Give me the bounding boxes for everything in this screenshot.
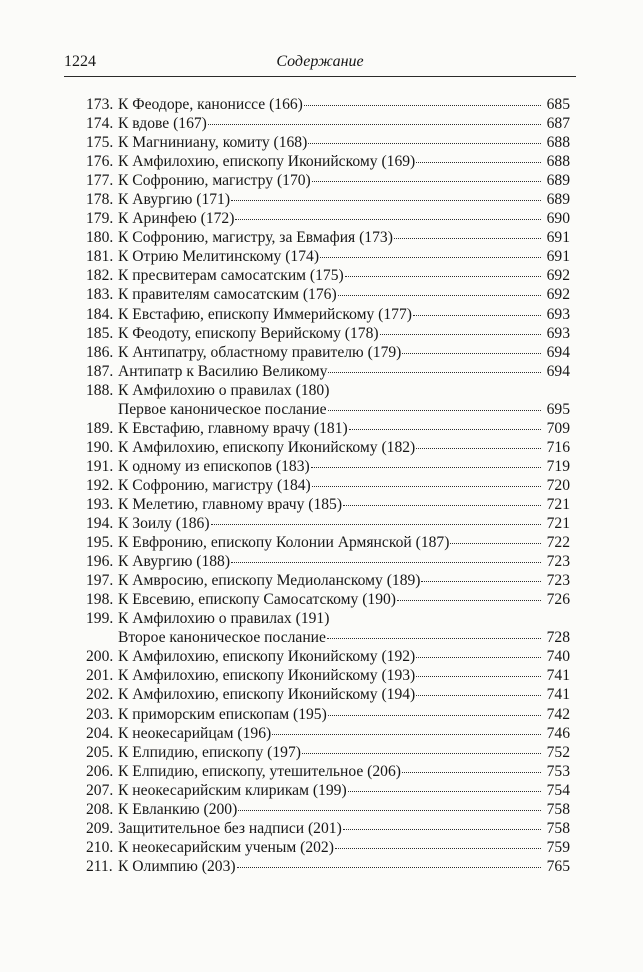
entry-page-number: 754 — [546, 781, 570, 799]
toc-entry — [86, 324, 570, 343]
toc-entry — [86, 95, 570, 114]
entry-title: К пресвитерам самосатским (175) — [118, 267, 344, 285]
entry-title: К одному из епископов (183) — [118, 457, 310, 475]
entry-page-number: 765 — [546, 857, 570, 875]
entry-page-number: 694 — [546, 362, 570, 380]
entry-page-number: 694 — [546, 343, 570, 361]
entry-page-number: 692 — [546, 286, 570, 304]
dot-leader — [308, 143, 541, 144]
dot-leader — [343, 505, 541, 506]
entry-number: 178. — [86, 191, 114, 209]
toc-entry — [86, 152, 570, 171]
toc-entry — [86, 228, 570, 247]
entry-title: К Софронию, магистру, за Евмафия (173) — [118, 229, 393, 247]
entry-title: К правителям самосатским (176) — [118, 286, 337, 304]
entry-number: 201. — [86, 667, 114, 685]
entry-number: 204. — [86, 724, 114, 742]
toc-entry — [86, 609, 570, 628]
toc-entry — [86, 590, 570, 609]
dot-leader — [231, 562, 541, 563]
dot-leader — [304, 105, 541, 106]
toc-entry — [86, 762, 570, 781]
entry-number: 192. — [86, 476, 114, 494]
dot-leader — [380, 334, 541, 335]
entry-number: 176. — [86, 153, 114, 171]
entry-number: 200. — [86, 648, 114, 666]
toc-entry — [86, 171, 570, 190]
entry-title: К Амфилохию, епископу Иконийскому (194) — [118, 686, 416, 704]
entry-page-number: 741 — [546, 686, 570, 704]
dot-leader — [328, 372, 541, 373]
entry-number: 199. — [86, 610, 114, 628]
entry-page-number: 709 — [546, 419, 570, 437]
entry-page-number: 759 — [546, 838, 570, 856]
entry-title: К Амфилохию, епископу Иконийскому (169) — [118, 153, 416, 171]
toc-entry — [86, 285, 570, 304]
dot-leader — [348, 791, 541, 792]
entry-number: 210. — [86, 838, 114, 856]
entry-page-number: 758 — [546, 819, 570, 837]
entry-title: К Елпидию, епископу (197) — [118, 743, 301, 761]
entry-number: 184. — [86, 305, 114, 323]
toc-entry — [86, 838, 570, 857]
table-of-contents — [86, 95, 570, 876]
dot-leader — [343, 829, 541, 830]
toc-entry — [86, 247, 570, 266]
entry-title: К Олимпию (203) — [118, 857, 236, 875]
entry-number: 185. — [86, 324, 114, 342]
entry-page-number: 740 — [546, 648, 570, 666]
toc-entry — [86, 495, 570, 514]
dot-leader — [416, 676, 541, 677]
dot-leader — [312, 181, 541, 182]
entry-title: К Елпидию, епископу, утешительное (206) — [118, 762, 401, 780]
entry-title: К Евстафию, главному врачу (181) — [118, 419, 348, 437]
header-rule — [64, 76, 576, 77]
toc-entry — [86, 781, 570, 800]
entry-page-number: 719 — [546, 457, 570, 475]
entry-page-number: 746 — [546, 724, 570, 742]
entry-title: К Евсевию, епископу Самосатскому (190) — [118, 591, 396, 609]
entry-number: 181. — [86, 248, 114, 266]
entry-number: 175. — [86, 134, 114, 152]
dot-leader — [237, 867, 541, 868]
toc-entry — [86, 743, 570, 762]
toc-entry — [86, 819, 570, 838]
entry-page-number: 690 — [546, 210, 570, 228]
entry-title: К Мелетию, главному врачу (185) — [118, 495, 343, 513]
toc-entry — [86, 705, 570, 724]
entry-number: 177. — [86, 172, 114, 190]
toc-entry — [86, 266, 570, 285]
entry-title: К Евланкию (200) — [118, 800, 238, 818]
entry-page-number: 726 — [546, 591, 570, 609]
entry-title: К Амвросию, епископу Медиоланскому (189) — [118, 572, 421, 590]
dot-leader — [416, 695, 541, 696]
dot-leader — [345, 276, 541, 277]
entry-number: 203. — [86, 705, 114, 723]
entry-page-number: 695 — [546, 400, 570, 418]
entry-number: 195. — [86, 534, 114, 552]
entry-title: К вдове (167) — [118, 115, 207, 133]
entry-number: 189. — [86, 419, 114, 437]
toc-entry-continuation — [86, 628, 570, 647]
entry-number: 194. — [86, 515, 114, 533]
toc-entry — [86, 800, 570, 819]
toc-entry — [86, 362, 570, 381]
entry-page-number: 689 — [546, 191, 570, 209]
entry-page-number: 688 — [546, 153, 570, 171]
page-number: 1224 — [64, 53, 96, 70]
entry-page-number: 689 — [546, 172, 570, 190]
entry-page-number: 687 — [546, 115, 570, 133]
toc-entry-continuation — [86, 400, 570, 419]
dot-leader — [349, 429, 541, 430]
entry-number: 207. — [86, 781, 114, 799]
dot-leader — [231, 200, 541, 201]
entry-title: К Софронию, магистру (184) — [118, 476, 311, 494]
toc-entry — [86, 571, 570, 590]
dot-leader — [235, 219, 541, 220]
dot-leader — [402, 353, 541, 354]
entry-title: Антипатр к Василию Великому — [118, 362, 328, 380]
entry-title: К Зоилу (186) — [118, 515, 210, 533]
entry-title: К Авургию (171) — [118, 191, 231, 209]
dot-leader — [311, 467, 541, 468]
toc-entry — [86, 114, 570, 133]
toc-entry — [86, 381, 570, 400]
toc-entry — [86, 666, 570, 685]
entry-page-number: 693 — [546, 324, 570, 342]
toc-entry — [86, 438, 570, 457]
entry-number: 197. — [86, 572, 114, 590]
entry-title: К Авургию (188) — [118, 553, 231, 571]
entry-page-number: 721 — [546, 515, 570, 533]
entry-number: 206. — [86, 762, 114, 780]
entry-title: К Амфилохию, епископу Иконийскому (193) — [118, 667, 416, 685]
entry-page-number: 752 — [546, 743, 570, 761]
entry-number: 211. — [86, 857, 113, 875]
toc-entry — [86, 419, 570, 438]
dot-leader — [272, 734, 541, 735]
dot-leader — [328, 410, 541, 411]
entry-page-number: 741 — [546, 667, 570, 685]
toc-entry — [86, 514, 570, 533]
toc-entry — [86, 190, 570, 209]
entry-title: Защитительное без надписи (201) — [118, 819, 342, 837]
entry-number: 179. — [86, 210, 114, 228]
entry-title: К приморским епископам (195) — [118, 705, 327, 723]
entry-number: 193. — [86, 495, 114, 513]
entry-number: 202. — [86, 686, 114, 704]
entry-subtitle: Первое каноническое послание — [118, 400, 327, 418]
toc-entry — [86, 133, 570, 152]
entry-title: К Аринфею (172) — [118, 210, 235, 228]
entry-number: 186. — [86, 343, 114, 361]
entry-title: К Софронию, магистру (170) — [118, 172, 311, 190]
entry-title: К Амфилохию, епископу Иконийскому (182) — [118, 438, 416, 456]
dot-leader — [416, 657, 541, 658]
entry-number: 209. — [86, 819, 114, 837]
entry-title: К неокесарийцам (196) — [118, 724, 272, 742]
entry-page-number: 716 — [546, 438, 570, 456]
entry-number: 188. — [86, 381, 114, 399]
entry-number: 180. — [86, 229, 114, 247]
dot-leader — [320, 257, 541, 258]
entry-title: К Магнинианy, комиту (168) — [118, 134, 308, 152]
dot-leader — [450, 543, 541, 544]
toc-entry — [86, 305, 570, 324]
entry-title: К неокесарийским ученым (202) — [118, 838, 334, 856]
entry-number: 182. — [86, 267, 114, 285]
entry-number: 174. — [86, 115, 114, 133]
entry-subtitle: Второе каноническое послание — [118, 629, 326, 647]
dot-leader — [238, 810, 541, 811]
entry-title: К Евстафию, епископу Иммерийскому (177) — [118, 305, 412, 323]
dot-leader — [327, 638, 541, 639]
entry-page-number: 728 — [546, 629, 570, 647]
dot-leader — [416, 162, 541, 163]
dot-leader — [394, 238, 541, 239]
dot-leader — [302, 753, 541, 754]
entry-number: 205. — [86, 743, 114, 761]
dot-leader — [208, 124, 541, 125]
entry-number: 198. — [86, 591, 114, 609]
entry-page-number: 685 — [546, 96, 570, 113]
dot-leader — [335, 848, 541, 849]
dot-leader — [338, 295, 541, 296]
entry-page-number: 722 — [546, 534, 570, 552]
dot-leader — [402, 772, 541, 773]
toc-entry — [86, 209, 570, 228]
entry-title: К Амфилохию о правилах (180) — [118, 381, 330, 399]
toc-entry — [86, 476, 570, 495]
toc-entry — [86, 343, 570, 362]
entry-title: К Амфилохию, епископу Иконийскому (192) — [118, 648, 416, 666]
dot-leader — [413, 315, 541, 316]
entry-title: К неокесарийским клирикам (199) — [118, 781, 347, 799]
toc-entry — [86, 457, 570, 476]
toc-entry — [86, 685, 570, 704]
entry-number: 190. — [86, 438, 114, 456]
dot-leader — [421, 581, 541, 582]
page-header — [64, 52, 576, 78]
entry-number: 191. — [86, 457, 114, 475]
entry-title: К Амфилохию о правилах (191) — [118, 610, 330, 628]
dot-leader — [328, 715, 541, 716]
entry-number: 173. — [86, 96, 114, 113]
entry-title: К Феодоту, епископу Верийскому (178) — [118, 324, 379, 342]
entry-number: 187. — [86, 362, 114, 380]
entry-page-number: 723 — [546, 553, 570, 571]
entry-number: 183. — [86, 286, 114, 304]
entry-page-number: 742 — [546, 705, 570, 723]
toc-entry — [86, 647, 570, 666]
entry-page-number: 692 — [546, 267, 570, 285]
entry-page-number: 691 — [546, 229, 570, 247]
entry-number: 208. — [86, 800, 114, 818]
toc-entry — [86, 552, 570, 571]
toc-entry — [86, 857, 570, 876]
entry-number: 196. — [86, 553, 114, 571]
entry-page-number: 758 — [546, 800, 570, 818]
entry-page-number: 721 — [546, 495, 570, 513]
entry-page-number: 723 — [546, 572, 570, 590]
toc-entry — [86, 533, 570, 552]
dot-leader — [416, 448, 541, 449]
dot-leader — [211, 524, 541, 525]
dot-leader — [312, 486, 541, 487]
entry-page-number: 720 — [546, 476, 570, 494]
entry-title: К Антипатру, областному правителю (179) — [118, 343, 402, 361]
toc-entry — [86, 724, 570, 743]
dot-leader — [397, 600, 541, 601]
entry-title: К Феодоре, канониссе (166) — [118, 96, 303, 113]
entry-title: К Отрию Мелитинскому (174) — [118, 248, 320, 266]
entry-page-number: 688 — [546, 134, 570, 152]
entry-page-number: 753 — [546, 762, 570, 780]
entry-page-number: 693 — [546, 305, 570, 323]
running-title: Содержание — [276, 53, 364, 70]
entry-page-number: 691 — [546, 248, 570, 266]
entry-title: К Евфронию, епископу Колонии Армянской (187) — [118, 534, 450, 552]
